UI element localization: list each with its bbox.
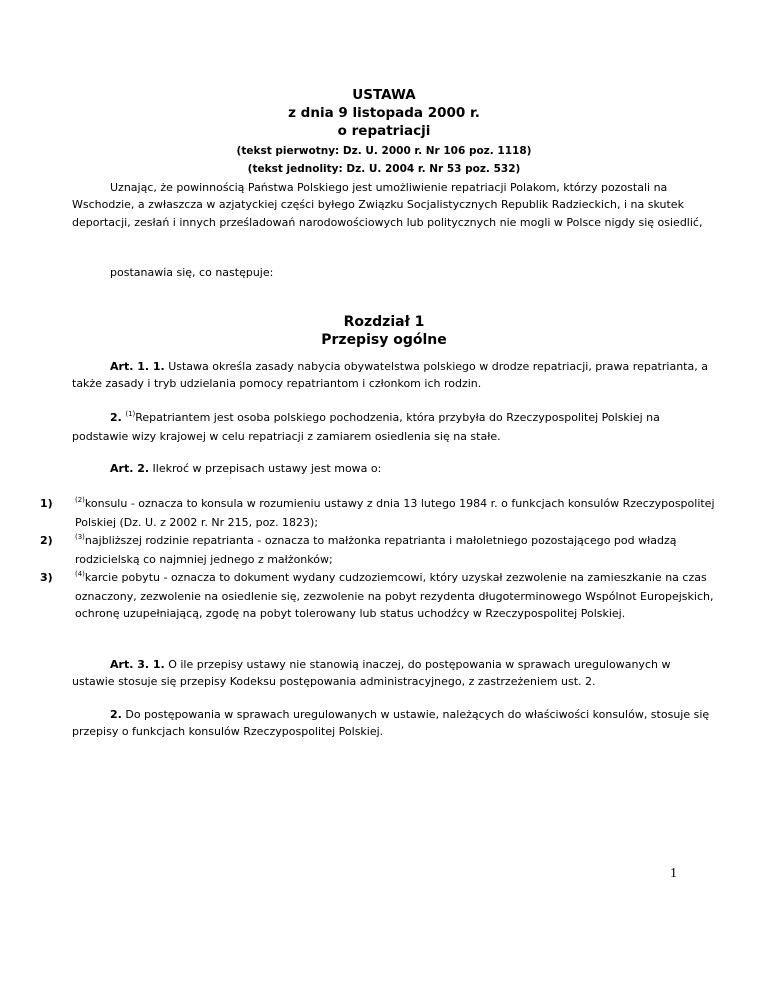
article-1-section-2: [72, 409, 712, 446]
article-2: [72, 460, 712, 477]
chapter-title: Przepisy ogólne: [321, 332, 447, 348]
section-label: 2.: [110, 708, 122, 721]
definition-number: 2): [40, 533, 53, 547]
article-3-section-2: [72, 706, 712, 741]
footnote-marker: (2): [75, 496, 85, 504]
original-text-source: (tekst pierwotny: Dz. U. 2000 r. Nr 106 poz. 1118): [236, 145, 532, 157]
article-1-section-1: [72, 358, 712, 393]
definition-text: najbliższej rodzinie repatrianta - oznacza to małżonka repatrianta i małoletniego pozostającego pod władzą rodzicielską co najmniej jednego z małżonków;: [75, 533, 677, 567]
footnote-marker: (1): [125, 410, 136, 418]
act-date: z dnia 9 listopada 2000 r.: [288, 105, 480, 121]
definition-text: konsulu - oznacza to konsula w rozumieniu ustawy z dnia 13 lutego 1984 r. o funkcjach konsulów Rzeczypospolitej Polskiej (Dz. U. z 2002 r. Nr 215, poz. 1823);: [75, 497, 715, 530]
article-label: Art. 3. 1.: [110, 658, 165, 671]
definition-item: [40, 495, 715, 532]
chapter-heading: [0, 313, 768, 349]
enactment-clause: postanawia się, co następuje:: [110, 266, 274, 279]
article-text: Ustawa określa zasady nabycia obywatelstwa polskiego w drodze repatriacji, prawa repatrianta, a także zasady i tryb udzielania pomocy repatriantom i członkom ich rodzin.: [72, 360, 708, 391]
definition-number: 1): [40, 497, 53, 510]
act-subject: o repatriacji: [337, 123, 431, 139]
article-text: Ilekroć w przepisach ustawy jest mowa o:: [152, 462, 382, 475]
act-heading: [0, 86, 768, 178]
act-title: USTAWA: [352, 87, 416, 103]
page-number: 1: [670, 866, 677, 881]
definition-text: karcie pobytu - oznacza to dokument wydany cudzoziemcowi, który uzyskał zezwolenie na zamieszkanie na czas oznaczony, zezwolenie na osiedlenie się, zezwolenie na pobyt rezydenta długoterminowego Wspólnot Europejskich, ochronę uzupełniającą, zgodę na pobyt tolerowany lub status uchodźcy w Rzeczypospolitej Polskiej.: [75, 570, 714, 621]
article-text: Do postępowania w sprawach uregulowanych w ustawie, należących do właściwości konsulów, stosuje się przepisy o funkcjach konsulów Rzeczypospolitej Polskiej.: [72, 708, 710, 739]
preamble: Uznając, że powinnością Państwa Polskiego jest umożliwienie repatriacji Polakom, którzy pozostali na Wschodzie, a zwłaszcza w azjatyckiej części byłego Związku Socjalistycznych Republik Radzieckich, i na skutek deportacji, zesłań i innych prześladowań narodowościowych lub politycznych nie mogli w Polsce nigdy się osiedlić,: [72, 181, 703, 229]
article-text: O ile przepisy ustawy nie stanowią inaczej, do postępowania w sprawach uregulowanych w ustawie stosuje się przepisy Kodeksu postępowania administracyjnego, z zastrzeżeniem ust. 2.: [72, 658, 671, 689]
definition-number: 3): [40, 570, 53, 584]
definition-item: [40, 569, 715, 623]
footnote-marker: (3): [75, 532, 85, 541]
article-text: Repatriantem jest osoba polskiego pochodzenia, która przybyła do Rzeczypospolitej Polskiej na podstawie wizy krajowej w celu repatriacji z zamiarem osiedlenia się na stałe.: [72, 411, 660, 444]
footnote-marker: (4): [75, 569, 85, 578]
chapter-number: Rozdział 1: [343, 314, 425, 330]
section-label: 2.: [110, 411, 122, 424]
article-label: Art. 1. 1.: [110, 360, 165, 373]
definition-item: [40, 532, 715, 569]
article-label: Art. 2.: [110, 462, 150, 475]
definition-list: [40, 495, 715, 623]
article-3-section-1: [72, 656, 712, 691]
consolidated-text-source: (tekst jednolity: Dz. U. 2004 r. Nr 53 poz. 532): [247, 163, 521, 175]
